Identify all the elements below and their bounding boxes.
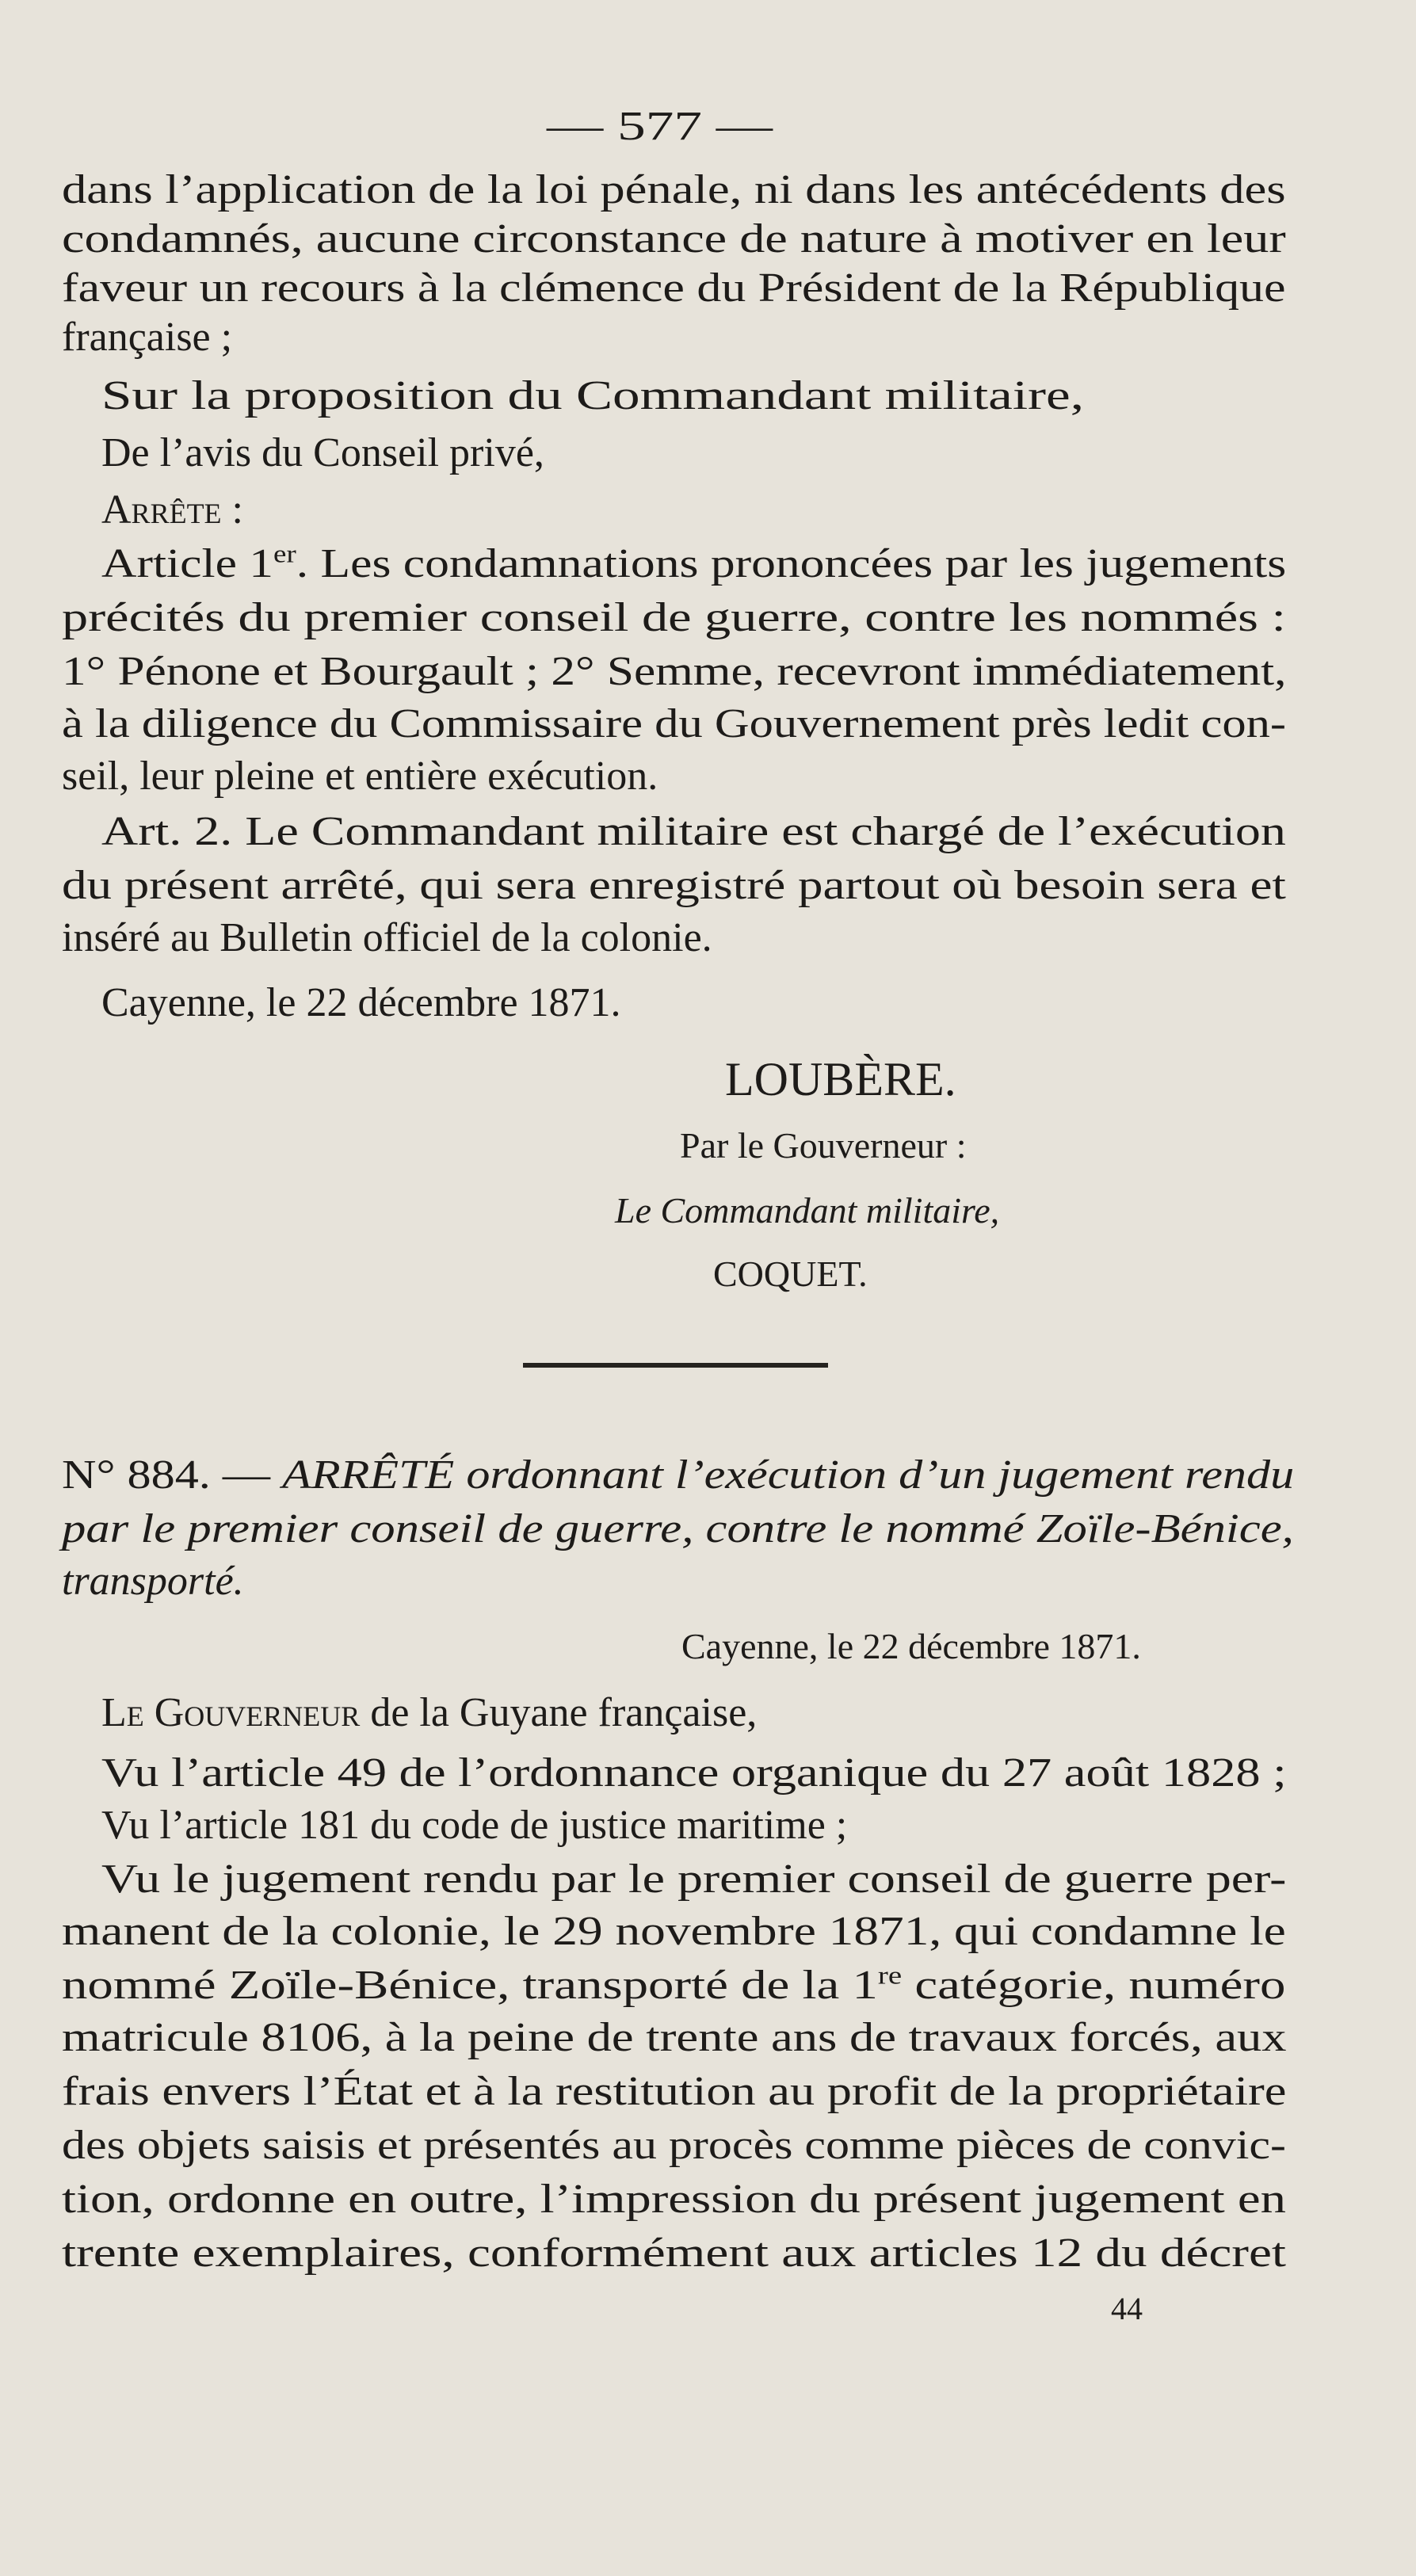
body-line: Sur la proposition du Commandant militaire, xyxy=(101,373,1085,418)
decree-title-line: par le premier conseil de guerre, contre le nommé Zoïle-Bénice, xyxy=(62,1506,1294,1551)
body-line: précités du premier conseil de guerre, contre les nommés : xyxy=(62,595,1286,640)
decree-preamble xyxy=(101,1688,757,1738)
decree-title-line xyxy=(62,1450,1294,1501)
decree-body-line: Vu l’article 49 de l’ordonnance organique du 27 août 1828 ; xyxy=(101,1750,1287,1796)
body-line: inséré au Bulletin officiel de la colonie. xyxy=(62,915,712,960)
governor-name: LOUBÈRE. xyxy=(725,1053,956,1105)
decree-body-text: nommé Zoïle-Bénice, transporté de la 1re catégorie, numéro xyxy=(62,1961,1286,2008)
decree-title-line: transporté. xyxy=(62,1559,244,1604)
signature-role: Le Commandant militaire, xyxy=(615,1190,1000,1231)
date-line: Cayenne, le 22 décembre 1871. xyxy=(101,980,621,1025)
body-line: condamnés, aucune circonstance de nature à motiver en leur xyxy=(62,216,1286,261)
body-line: 1° Pénone et Bourgault ; 2° Semme, recevront immédiatement, xyxy=(62,649,1287,694)
decree-body-line: matricule 8106, à la peine de trente ans de travaux forcés, aux xyxy=(62,2015,1287,2060)
article-1 xyxy=(101,539,1286,590)
signature-by: Par le Gouverneur : xyxy=(680,1125,967,1166)
decree-body-line: Vu l’article 181 du code de justice maritime ; xyxy=(101,1803,848,1848)
body-line: De l’avis du Conseil privé, xyxy=(101,430,544,475)
superscript: er xyxy=(273,540,296,568)
decree-number: N° 884. — xyxy=(62,1452,283,1498)
body-line: seil, leur pleine et entière exécution. xyxy=(62,754,658,799)
body-line: dans l’application de la loi pénale, ni dans les antécédents des xyxy=(62,167,1286,212)
article-1-text: Article 1er. Les condamnations prononcées par les jugements xyxy=(101,540,1287,586)
article-2: Art. 2. Le Commandant militaire est chargé de l’exécution xyxy=(101,809,1286,854)
body-line: française ; xyxy=(62,315,233,360)
decree-body-line: des objets saisis et présentés au procès comme pièces de convic- xyxy=(62,2123,1286,2168)
signature-mark: 44 xyxy=(1111,2291,1143,2326)
decree-body-line: tion, ordonne en outre, l’impression du présent jugement en xyxy=(62,2177,1286,2222)
governor-smallcaps: Le Gouverneur xyxy=(101,1690,361,1735)
decree-body-line: frais envers l’État et à la restitution au profit de la propriétaire xyxy=(62,2069,1287,2114)
decree-title-text xyxy=(62,1452,1294,1498)
governor-heading: Le Gouverneur de la Guyane française, xyxy=(101,1690,758,1735)
signer-name: COQUET. xyxy=(713,1254,868,1294)
decree-body-line: Vu le jugement rendu par le premier conseil de guerre per- xyxy=(101,1857,1287,1902)
decree-body-line: manent de la colonie, le 29 novembre 1871, qui condamne le xyxy=(62,1909,1286,1954)
body-line: du présent arrêté, qui sera enregistré partout où besoin sera et xyxy=(62,863,1286,908)
decree-body-line: trente exemplaires, conformément aux articles 12 du décret xyxy=(62,2231,1287,2276)
decree-title-italic: ARRÊTÉ ordonnant l’exécution d’un jugement rendu xyxy=(282,1452,1295,1498)
superscript: re xyxy=(877,1961,903,1990)
body-line: faveur un recours à la clémence du Président de la République xyxy=(62,265,1286,311)
page-number: — 577 — xyxy=(547,104,773,149)
separator-rule xyxy=(523,1363,828,1368)
decree-body-line xyxy=(62,1960,1285,2011)
decree-date: Cayenne, le 22 décembre 1871. xyxy=(681,1626,1141,1666)
body-line: à la diligence du Commissaire du Gouvernement près ledit con- xyxy=(62,701,1287,746)
arrete-heading: Arrête : xyxy=(101,487,243,532)
